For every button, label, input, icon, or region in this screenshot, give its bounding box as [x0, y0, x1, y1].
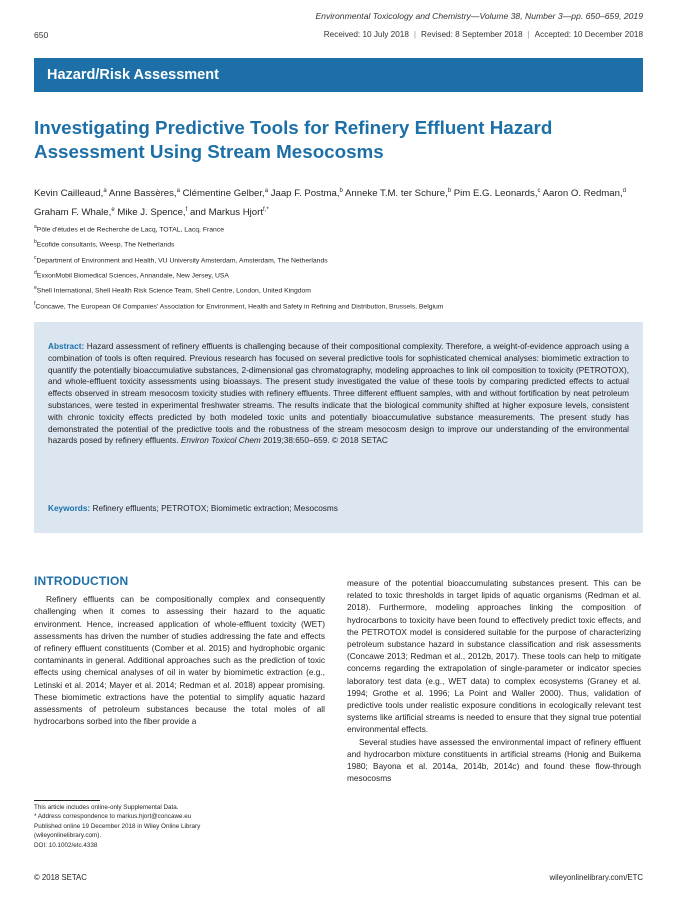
- affiliation-marker: d: [34, 270, 37, 277]
- affiliation-list: [34, 221, 643, 313]
- journal-url-footer[interactable]: wileyonlinelibrary.com/ETC: [549, 873, 643, 882]
- author-affiliation-marker: f,*: [262, 207, 269, 214]
- introduction-paragraph-2: Several studies have assessed the environmental impact of refinery effluent and hydrocarbon mixture constituents in artificial streams (Honig and Buikema 1980; Bayona et al. 2014a, 2014b, 2014c) and found these flow-through mesocosms: [347, 736, 641, 784]
- author-affiliation-marker: e: [111, 207, 115, 214]
- keywords-label: Keywords:: [48, 504, 91, 513]
- section-banner: [34, 58, 643, 92]
- author-list: [34, 183, 643, 221]
- introduction-heading: INTRODUCTION: [34, 574, 129, 588]
- received-date: Received: 10 July 2018: [323, 30, 409, 39]
- author-affiliation-marker: a: [103, 188, 107, 194]
- abstract-citation-tail: 2019;38:650–659. © 2018 SETAC: [263, 436, 388, 446]
- footnote-line: Published online 19 December 2018 in Wiley Online Library: [34, 822, 201, 830]
- affiliation-marker: a: [34, 224, 37, 230]
- author-affiliation-marker: a: [264, 188, 269, 194]
- author-affiliation-marker: b: [447, 188, 452, 194]
- affiliation: [34, 236, 643, 251]
- affiliation-marker: c: [34, 254, 37, 261]
- abstract-citation-journal: Environ Toxicol Chem: [180, 436, 261, 446]
- affiliation: [34, 252, 643, 267]
- page-number: 650: [34, 30, 49, 40]
- footnote-line: This article includes online-only Supplemental Data.: [34, 804, 179, 811]
- revised-date: Revised: 8 September 2018: [421, 30, 523, 39]
- author-affiliation-marker: a: [176, 188, 180, 194]
- author-affiliation-marker: b: [339, 188, 343, 194]
- footnote-block: [34, 803, 325, 850]
- right-column: [347, 577, 641, 784]
- author-name: and Markus Hjort: [189, 207, 263, 219]
- section-label: Hazard/Risk Assessment: [47, 67, 219, 83]
- keywords: [48, 504, 629, 513]
- left-column: [34, 575, 325, 727]
- abstract-label: Abstract:: [48, 342, 85, 351]
- introduction-paragraph-1: Refinery effluents can be compositionally complex and consequently challenging when it comes to assessing their hazard to the aquatic environment. Hence, increased application of whole-effluent toxicity (WET) assessments has driven the number of studies addressing the fate and effects of refinery effluent constituents (Comber et al. 2015) and hydrophobic organic contaminants in general. Additional approaches such as the prediction of toxic effects using chemical analyses of oil in water by biomimetic extraction (e.g., Letinski et al. 2014; Mayer et al. 2014; Redman et al. 2018) appear promising. These biomimetic extractions have the potential to simplify aquatic hazard assessments of petroleum substances because the total moles of all hydrocarbons sorbed into the fiber provide a: [34, 594, 325, 727]
- author-name: Kevin Cailleaud,: [34, 188, 104, 200]
- affiliation-marker: e: [34, 285, 37, 292]
- journal-citation-line: Environmental Toxicology and Chemistry—Volume 38, Number 3—pp. 650–659, 2019: [315, 11, 643, 21]
- author-name: Clémentine Gelber,: [182, 188, 265, 200]
- affiliation: [34, 267, 643, 282]
- author-name: Aaron O. Redman,: [542, 188, 623, 200]
- introduction-paragraph-1-continued: measure of the potential bioaccumulating substances present. This can be related to toxic thresholds in target lipids of aquatic organisms (Redman et al. 2018). Furthermore, modeling approaches linking the composition of hydrocarbons to toxicity have been found to effectively predict toxic effects, and the PETROTOX model is considered suitable for the purpose of characterizing petroleum substance hazard in substance classification and risk assessments (Concawe 2013; Redman et al., 2012b, 2017). These tools can help to mitigate concerns regarding the extrapolation of single-parameter or indicator species laboratory test data (e.g., WET data) to complex ecosystems (Graney et al. 1994; Grothe et al. 1996; La Point and Waller 2000). Thus, validation of predictive tools under realistic exposure conditions in ecologically relevant test systems like artificial streams is needed to ensure that they signal true potential environmental effects.: [347, 578, 641, 735]
- article-title: Investigating Predictive Tools for Refinery Effluent Hazard Assessment Using Stream Mesocosms: [34, 117, 553, 162]
- author-name: Mike J. Spence,: [117, 207, 186, 219]
- author-name: Graham F. Whale,: [34, 207, 112, 219]
- author-name: Anne Bassères,: [108, 188, 177, 200]
- keywords-text: Refinery effluents; PETROTOX; Biomimetic extraction; Mesocosms: [92, 504, 338, 513]
- author-affiliation-marker: c: [537, 188, 541, 194]
- affiliation: [34, 221, 643, 236]
- affiliation: [34, 298, 643, 313]
- author-name: Jaap F. Postma,: [270, 188, 340, 200]
- author-affiliation-marker: f: [185, 207, 188, 214]
- affiliation-text: ExxonMobil Biomedical Sciences, Annandale, New Jersey, USA: [36, 272, 229, 280]
- affiliation-marker: b: [34, 239, 37, 246]
- footnote-divider: [34, 800, 100, 801]
- footnote-line: DOI: 10.1002/etc.4338: [34, 841, 98, 849]
- affiliation-text: Pôle d'études et de Recherche de Lacq, TOTAL, Lacq, France: [36, 226, 224, 234]
- article-dates: Received: 10 July 2018 | Revised: 8 September 2018 | Accepted: 10 December 2018: [323, 30, 643, 39]
- affiliation-marker: f: [34, 300, 36, 307]
- abstract-box: [34, 322, 643, 533]
- copyright-footer: © 2018 SETAC: [34, 873, 87, 882]
- author-name: Pim E.G. Leonards,: [453, 188, 538, 200]
- abstract-body: Hazard assessment of refinery effluents is challenging because of their compositional complexity. Therefore, a weight-of-evidence approach using a combination of tools is often required. Previous research has focused on several predictive tools for sophisticated chemical analyses: biomimetic extraction to quantify the potentially bioaccumulative substances, 2-dimensional gas chromatography, modeling approaches to link oil composition to toxicity (PETROTOX), and whole-effluent toxicity assessments using bioassays. The present study investigated the value of these tools by comparing predicted effects to actual effects observed in stream mesocosm toxicity studies with refinery effluents. Three different effluent samples, with and without fortification by neat petroleum substances, were tested in experimental freshwater streams. The results indicate that the biological community shifted at higher exposure levels, consistent with chronic toxicity effects predicted by both modeled toxic units and potentially bioaccumulative substance measurements. The present study has demonstrated the potential of the predictive tools and the robustness of the stream mesocosm design to improve our understanding of the environmental hazards posed by refinery effluents.: [48, 342, 629, 446]
- affiliation: [34, 282, 643, 297]
- affiliation-text: Department of Environment and Health, VU University Amsterdam, Amsterdam, The Netherlands: [36, 256, 328, 264]
- author-affiliation-marker: d: [622, 188, 626, 194]
- affiliation-text: Concawe, The European Oil Companies' Association for Environment, Health and Safety in Refining and Distribution, Brussels, Belgium: [35, 303, 444, 311]
- author-name: Anneke T.M. ter Schure,: [345, 188, 448, 200]
- abstract: [48, 341, 629, 447]
- footnote-line: (wileyonlinelibrary.com).: [34, 832, 102, 840]
- affiliation-text: Ecofide consultants, Weesp, The Netherlands: [36, 241, 175, 249]
- footnote-line: * Address correspondence to markus.hjort@concawe.eu: [34, 813, 192, 821]
- affiliation-text: Shell International, Shell Health Risk Science Team, Shell Centre, London, United Kingdom: [36, 287, 311, 295]
- accepted-date: Accepted: 10 December 2018: [534, 30, 643, 39]
